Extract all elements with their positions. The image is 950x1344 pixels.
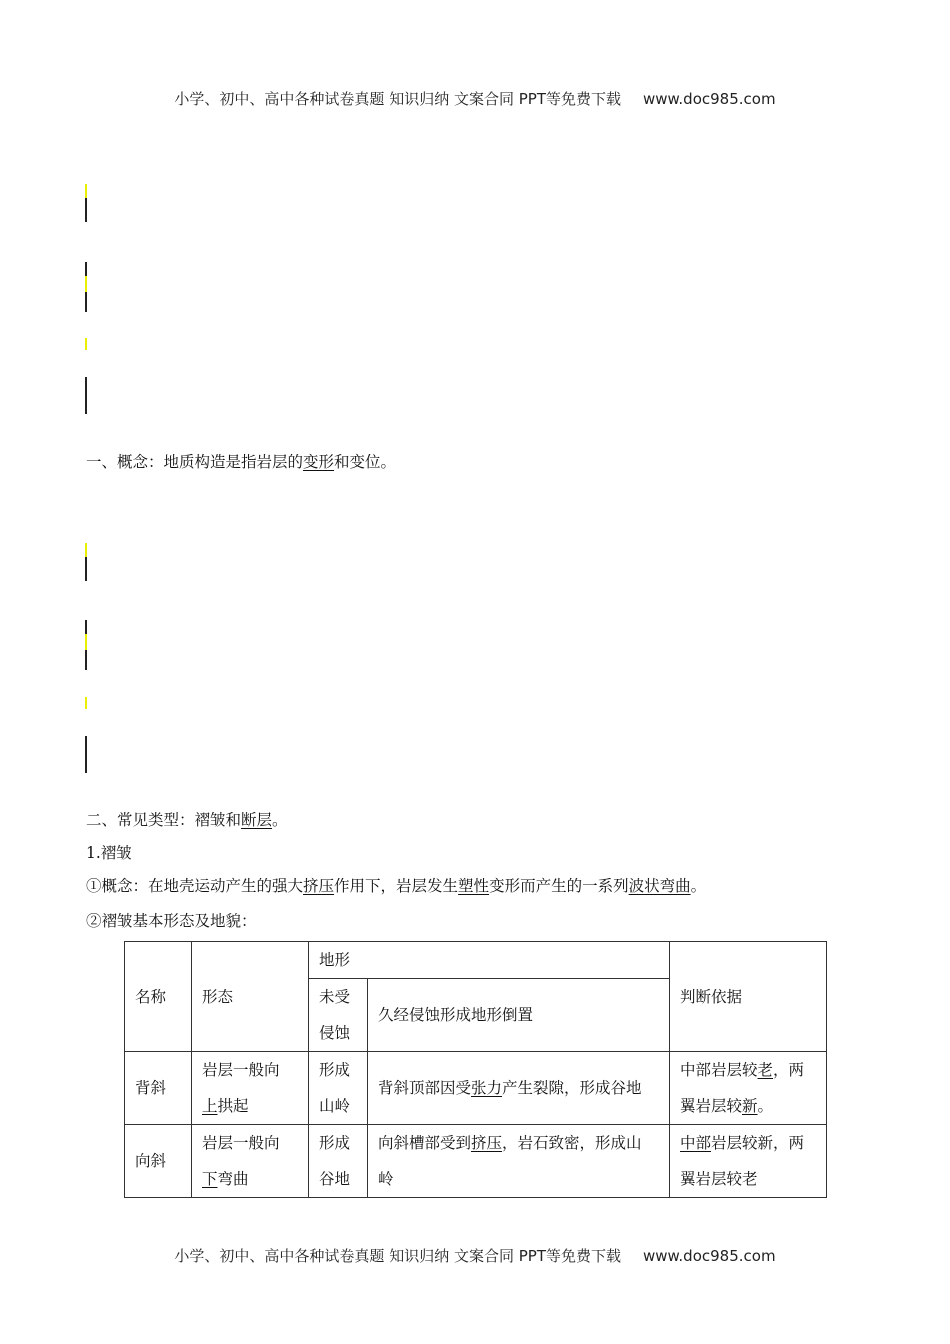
margin-mark — [85, 198, 87, 222]
row2-er-d: 岭 — [378, 1170, 394, 1188]
header-eroded: 久经侵蚀形成地形倒置 — [368, 979, 670, 1052]
margin-mark — [85, 292, 87, 312]
row1-basis-f: 。 — [757, 1097, 774, 1115]
margin-mark — [85, 620, 87, 634]
fold-concept-d: 塑性 — [458, 877, 490, 895]
row2-basis-c: 翼岩层较老 — [680, 1170, 758, 1188]
table-row — [125, 1125, 827, 1198]
row2-basis-a: 中部 — [680, 1134, 712, 1152]
header-form: 形态 — [192, 942, 309, 1052]
row2-uneroded — [309, 1125, 368, 1198]
row2-er-a: 向斜槽部受到 — [378, 1134, 472, 1152]
table-intro: ②褶皱基本形态及地貌： — [86, 912, 257, 930]
row1-basis-b: 老 — [757, 1061, 774, 1079]
margin-mark — [85, 736, 87, 773]
row2-un-1: 形成 — [319, 1134, 351, 1152]
footer-url: www.doc985.com — [642, 1247, 776, 1265]
header-uneroded-2: 侵蚀 — [319, 1024, 351, 1042]
margin-mark — [85, 697, 87, 709]
concept-term: 变形 — [303, 453, 335, 471]
row1-basis-c: ，两 — [773, 1061, 805, 1079]
margin-mark — [85, 338, 87, 350]
fold-table — [124, 941, 827, 1198]
row1-form-c: 拱起 — [217, 1097, 249, 1115]
row1-er-b: 张力 — [471, 1079, 503, 1097]
section-concept — [86, 452, 396, 472]
margin-mark — [85, 377, 87, 414]
fold-concept-g: 。 — [690, 877, 707, 895]
row1-basis-e: 新 — [742, 1097, 758, 1115]
row1-er-c: 产生裂隙，形成谷地 — [502, 1079, 642, 1097]
types-suffix: 。 — [272, 811, 288, 829]
header-uneroded — [309, 979, 368, 1052]
header-name: 名称 — [125, 942, 192, 1052]
row2-eroded — [368, 1125, 670, 1198]
margin-mark — [85, 184, 87, 198]
concept-prefix: 一、概念：地质构造是指岩层的 — [86, 453, 304, 471]
fold-concept — [86, 876, 706, 896]
fold-concept-f: 波状弯曲 — [628, 877, 691, 895]
concept-suffix: 和变位。 — [334, 453, 397, 471]
fold-concept-b: 挤压 — [303, 877, 335, 895]
header-text: 小学、初中、高中各种试卷真题 知识归纳 文案合同 PPT等免费下载 — [174, 90, 621, 108]
fold-heading: 1.褶皱 — [86, 844, 132, 862]
row1-form-b: 上 — [202, 1097, 218, 1115]
row2-form-c: 弯曲 — [217, 1170, 249, 1188]
header-basis: 判断依据 — [670, 942, 827, 1052]
row2-basis — [670, 1125, 827, 1198]
types-prefix: 二、常见类型：褶皱和 — [86, 811, 242, 829]
row1-un-2: 山岭 — [319, 1097, 351, 1115]
margin-mark — [85, 557, 87, 581]
header-url: www.doc985.com — [642, 90, 776, 108]
margin-mark — [85, 650, 87, 670]
row1-er-a: 背斜顶部因受 — [378, 1079, 472, 1097]
margin-mark — [85, 276, 87, 292]
row1-form — [192, 1052, 309, 1125]
row1-form-a: 岩层一般向 — [202, 1061, 280, 1079]
row2-un-2: 谷地 — [319, 1170, 351, 1188]
page-header — [0, 88, 950, 109]
row1-name: 背斜 — [125, 1052, 192, 1125]
types-term: 断层 — [241, 811, 273, 829]
margin-mark — [85, 262, 87, 276]
row2-form — [192, 1125, 309, 1198]
row2-er-c: ，岩石致密，形成山 — [502, 1134, 642, 1152]
row2-basis-b: 岩层较新，两 — [711, 1134, 805, 1152]
row2-form-b: 下 — [202, 1170, 218, 1188]
row1-basis — [670, 1052, 827, 1125]
row1-uneroded — [309, 1052, 368, 1125]
table-row — [125, 1052, 827, 1125]
row1-basis-a: 中部岩层较 — [680, 1061, 758, 1079]
fold-concept-a: ①概念：在地壳运动产生的强大 — [86, 877, 304, 895]
margin-mark — [85, 543, 87, 557]
header-uneroded-1: 未受 — [319, 988, 351, 1006]
row2-er-b: 挤压 — [471, 1134, 503, 1152]
row1-eroded — [368, 1052, 670, 1125]
row2-form-a: 岩层一般向 — [202, 1134, 280, 1152]
header-terrain: 地形 — [309, 942, 670, 979]
row1-un-1: 形成 — [319, 1061, 351, 1079]
section-types — [86, 810, 288, 830]
row2-name: 向斜 — [125, 1125, 192, 1198]
margin-mark — [85, 634, 87, 650]
fold-concept-c: 作用下，岩层发生 — [334, 877, 459, 895]
row1-basis-d: 翼岩层较 — [680, 1097, 743, 1115]
page-footer — [0, 1245, 950, 1266]
fold-concept-e: 变形而产生的一系列 — [489, 877, 629, 895]
footer-text: 小学、初中、高中各种试卷真题 知识归纳 文案合同 PPT等免费下载 — [174, 1247, 621, 1265]
